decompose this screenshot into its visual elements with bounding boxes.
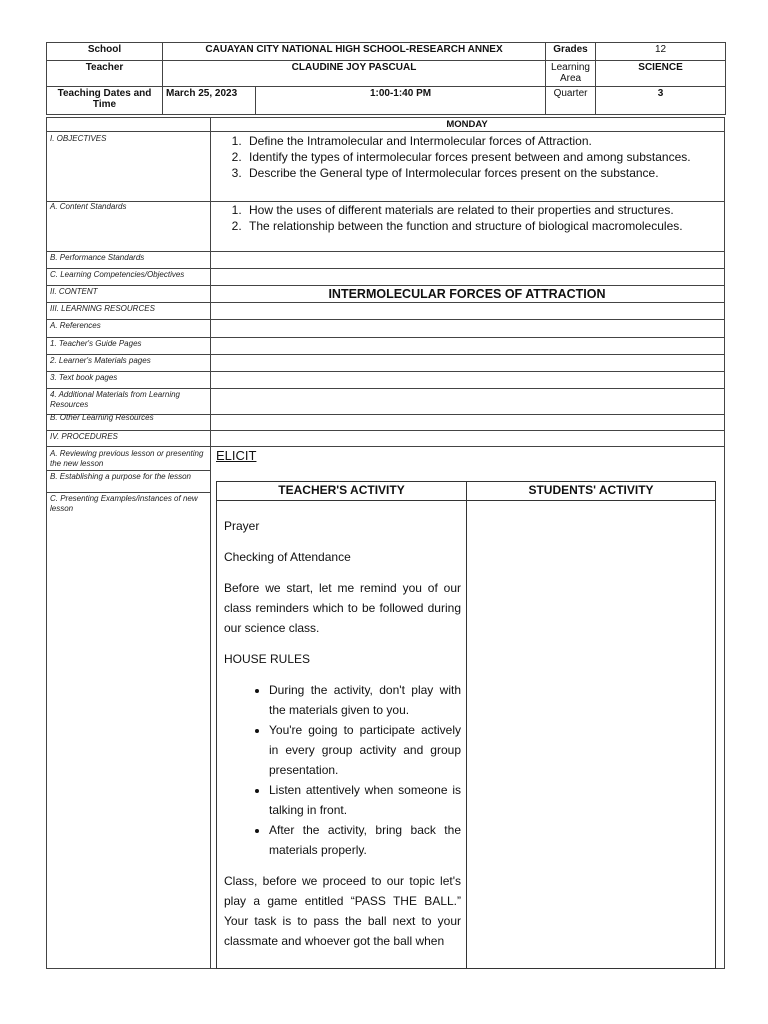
day-heading: MONDAY bbox=[446, 119, 488, 130]
quarter-label: Quarter bbox=[546, 87, 596, 115]
content-standards-list bbox=[215, 202, 720, 234]
objective-item: 2. Identify the types of intermolecular forces present between and among substances. bbox=[245, 149, 720, 165]
label-performance-standards: B. Performance Standards bbox=[50, 253, 145, 262]
row-divider bbox=[47, 388, 724, 389]
house-rule-item: • After the activity, bring back the materials properly. bbox=[269, 820, 461, 860]
house-rule-item: • During the activity, don't play with the materials given to you. bbox=[269, 680, 461, 720]
row-divider bbox=[47, 268, 724, 269]
content-standard-item: 2. The relationship between the function and structure of biological macromolecules. bbox=[245, 218, 720, 234]
content-title: INTERMOLECULAR FORCES OF ATTRACTION bbox=[328, 287, 606, 301]
label-tg-pages: 1. Teacher's Guide Pages bbox=[50, 339, 142, 348]
row-divider bbox=[47, 251, 724, 252]
label-resources: III. LEARNING RESOURCES bbox=[50, 304, 155, 313]
quarter-value: 3 bbox=[596, 87, 726, 115]
activity-table bbox=[216, 481, 716, 969]
row-divider bbox=[47, 492, 210, 493]
row-divider bbox=[47, 302, 724, 303]
learning-area-value: SCIENCE bbox=[596, 61, 726, 87]
label-proc-a: A. Reviewing previous lesson or presenting the new lesson bbox=[50, 449, 204, 468]
label-textbook-pages: 3. Text book pages bbox=[50, 373, 118, 382]
label-procedures: IV. PROCEDURES bbox=[50, 432, 118, 441]
row-divider bbox=[47, 470, 210, 471]
row-divider bbox=[47, 354, 724, 355]
column-divider bbox=[210, 118, 211, 968]
row-divider bbox=[47, 430, 724, 431]
objective-item: 1. Define the Intramolecular and Intermolecular forces of Attraction. bbox=[245, 133, 720, 149]
objective-item: 3. Describe the General type of Intermolecular forces present on the substance. bbox=[245, 165, 720, 181]
teacher-value: CLAUDINE JOY PASCUAL bbox=[163, 61, 546, 87]
attendance-text: Checking of Attendance bbox=[224, 550, 351, 564]
house-rule-item: • You're going to participate actively in every group activity and group presentation. bbox=[269, 720, 461, 780]
content-standard-item: 1. How the uses of different materials are related to their properties and structures. bbox=[245, 202, 720, 218]
elicit-heading: ELICIT bbox=[216, 448, 257, 463]
house-rule-item: • Listen attentively when someone is talking in front. bbox=[269, 780, 461, 820]
house-rules-list bbox=[224, 680, 461, 860]
row-divider bbox=[47, 131, 724, 132]
game-intro-text: Class, before we proceed to our topic let's play a game entitled “PASS THE BALL.” Your task is to pass the ball next to your classmate and whoever got the ball when bbox=[224, 874, 461, 948]
teacher-activity-header: TEACHER'S ACTIVITY bbox=[278, 483, 405, 497]
learning-area-label: Learning Area bbox=[546, 61, 596, 87]
grades-value: 12 bbox=[596, 43, 726, 61]
row-divider bbox=[47, 319, 724, 320]
teacher-label: Teacher bbox=[47, 61, 163, 87]
prayer-text: Prayer bbox=[224, 519, 260, 533]
label-proc-c: C. Presenting Examples/instances of new lesson bbox=[50, 494, 198, 513]
label-content-standards: A. Content Standards bbox=[50, 202, 127, 211]
reminder-text: Before we start, let me remind you of our class reminders which to be followed during our science class. bbox=[224, 581, 461, 635]
header-table bbox=[46, 42, 726, 115]
dates-label: Teaching Dates and Time bbox=[47, 87, 163, 115]
label-proc-b: B. Establishing a purpose for the lesson bbox=[50, 472, 191, 481]
time-value: 1:00-1:40 PM bbox=[256, 87, 546, 115]
teacher-activity-content bbox=[224, 516, 461, 962]
row-divider bbox=[47, 285, 724, 286]
activity-header-divider bbox=[217, 500, 715, 501]
label-objectives: I. OBJECTIVES bbox=[50, 134, 107, 143]
school-label: School bbox=[47, 43, 163, 61]
row-divider bbox=[47, 371, 724, 372]
label-content: II. CONTENT bbox=[50, 287, 98, 296]
students-activity-header: STUDENTS' ACTIVITY bbox=[528, 483, 654, 497]
label-references: A. References bbox=[50, 321, 101, 330]
grades-label: Grades bbox=[546, 43, 596, 61]
row-divider bbox=[47, 446, 724, 447]
house-rules-title: HOUSE RULES bbox=[224, 652, 311, 666]
date-value: March 25, 2023 bbox=[163, 87, 256, 115]
school-value: CAUAYAN CITY NATIONAL HIGH SCHOOL-RESEARCH ANNEX bbox=[163, 43, 546, 61]
objectives-list bbox=[215, 133, 720, 181]
label-additional-materials: 4. Additional Materials from Learning Resources bbox=[50, 390, 180, 409]
activity-column-divider bbox=[466, 482, 467, 968]
row-divider bbox=[47, 337, 724, 338]
label-other-resources: B. Other Learning Resources bbox=[50, 413, 154, 422]
label-lm-pages: 2. Learner's Materials pages bbox=[50, 356, 151, 365]
label-competencies: C. Learning Competencies/Objectives bbox=[50, 270, 185, 279]
